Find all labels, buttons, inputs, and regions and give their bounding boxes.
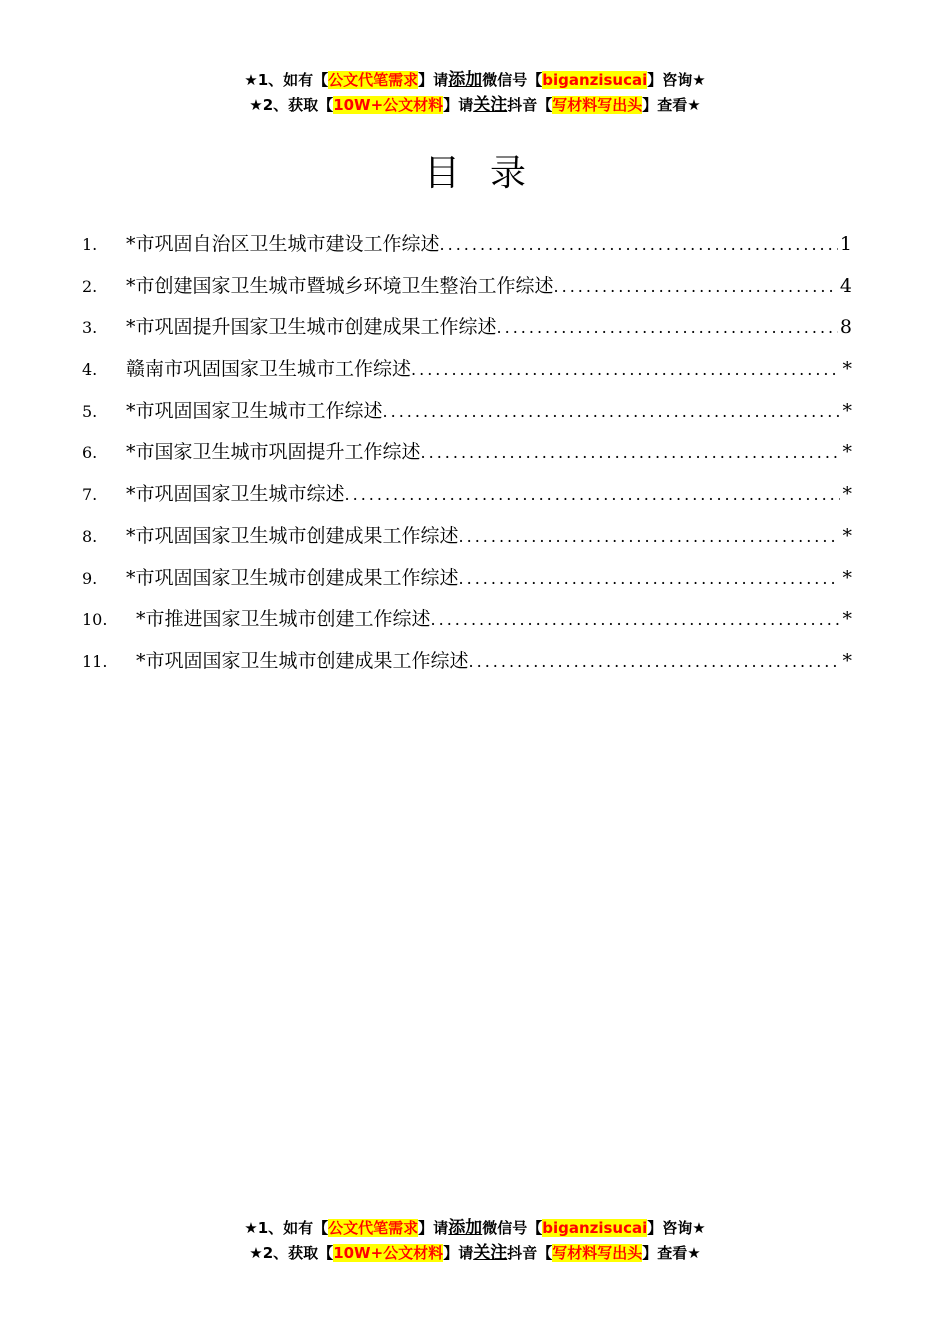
highlight-wechat-id: biganzisucai <box>542 71 648 89</box>
toc-entry-number: 2. <box>82 276 98 296</box>
toc-entry-page: 4 <box>839 274 852 297</box>
toc-entry-number: 8. <box>82 526 98 546</box>
toc-entry-number: 7. <box>82 485 98 505</box>
toc-entry[interactable] <box>82 266 852 308</box>
toc-entry-page: 8 <box>839 316 852 339</box>
toc-entry-number: 11. <box>82 651 108 671</box>
toc-entry[interactable] <box>82 558 852 600</box>
toc-entry-title: *市巩固国家卫生城市创建成果工作综述 <box>126 566 459 589</box>
page-title: 目录 <box>423 153 556 194</box>
toc-entry-page: * <box>842 608 852 631</box>
banner-line-2: ★2、获取【10W+公文材料】请关注抖音【写材料写出头】查看★ <box>249 1243 701 1263</box>
toc-dot-leader <box>345 474 840 516</box>
header-banner <box>0 68 950 118</box>
toc-dot-leader <box>431 599 840 641</box>
table-of-contents <box>82 224 852 683</box>
toc-entry-title: *市推进国家卫生城市创建工作综述 <box>136 608 431 631</box>
toc-entry[interactable] <box>82 349 852 391</box>
toc-dot-leader <box>459 516 840 558</box>
toc-entry-page: * <box>842 524 852 547</box>
toc-entry-number: 3. <box>82 318 98 338</box>
toc-dot-leader <box>421 432 840 474</box>
toc-entry[interactable] <box>82 599 852 641</box>
highlight-materials: 10W+公文材料 <box>333 1244 444 1262</box>
toc-entry-title: *市巩固国家卫生城市工作综述 <box>126 399 383 422</box>
footer-banner <box>0 1216 950 1266</box>
toc-entry-page: 1 <box>839 233 852 255</box>
toc-dot-leader <box>497 307 838 349</box>
toc-entry-title: 赣南市巩固国家卫生城市工作综述 <box>126 358 412 381</box>
highlight-wechat-id: biganzisucai <box>542 1219 648 1237</box>
toc-dot-leader <box>440 224 838 266</box>
toc-entry-page: * <box>842 441 852 464</box>
toc-entry-number: 5. <box>82 401 98 421</box>
toc-dot-leader <box>469 641 840 683</box>
toc-entry[interactable] <box>82 641 852 683</box>
toc-entry-number: 10. <box>82 610 108 630</box>
toc-entry[interactable] <box>82 516 852 558</box>
toc-entry-title: *市国家卫生城市巩固提升工作综述 <box>126 441 421 464</box>
toc-entry-title: *市巩固自治区卫生城市建设工作综述 <box>126 233 440 255</box>
toc-entry-page: * <box>842 399 852 422</box>
toc-entry-number: 1. <box>82 235 98 254</box>
toc-entry-number: 9. <box>82 568 98 588</box>
toc-entry-page: * <box>842 358 852 381</box>
banner-line-1: ★1、如有【公文代笔需求】请添加微信号【biganzisucai】咨询★ <box>244 70 706 90</box>
toc-dot-leader <box>459 558 840 600</box>
highlight-materials: 10W+公文材料 <box>333 96 444 114</box>
toc-entry[interactable] <box>82 432 852 474</box>
toc-entry-number: 6. <box>82 443 98 463</box>
highlight-ghostwriting: 公文代笔需求 <box>328 1219 419 1237</box>
toc-entry-number: 4. <box>82 360 98 380</box>
toc-entry-page: * <box>842 649 852 672</box>
toc-entry[interactable] <box>82 391 852 433</box>
toc-entry-title: *市巩固提升国家卫生城市创建成果工作综述 <box>126 316 497 339</box>
toc-entry[interactable] <box>82 474 852 516</box>
banner-line-1: ★1、如有【公文代笔需求】请添加微信号【biganzisucai】咨询★ <box>244 1218 706 1238</box>
toc-entry-page: * <box>842 483 852 506</box>
highlight-douyin: 写材料写出头 <box>552 1244 643 1262</box>
toc-dot-leader <box>554 266 838 308</box>
toc-entry-title: *市巩固国家卫生城市创建成果工作综述 <box>136 649 469 672</box>
banner-line-2: ★2、获取【10W+公文材料】请关注抖音【写材料写出头】查看★ <box>249 95 701 115</box>
toc-entry[interactable] <box>82 224 852 266</box>
toc-entry-title: *市巩固国家卫生城市创建成果工作综述 <box>126 524 459 547</box>
toc-entry-title: *市巩固国家卫生城市综述 <box>126 483 345 506</box>
toc-dot-leader <box>411 349 840 391</box>
toc-entry[interactable] <box>82 307 852 349</box>
highlight-douyin: 写材料写出头 <box>552 96 643 114</box>
toc-entry-page: * <box>842 566 852 589</box>
toc-dot-leader <box>383 391 840 433</box>
highlight-ghostwriting: 公文代笔需求 <box>328 71 419 89</box>
toc-entry-title: *市创建国家卫生城市暨城乡环境卫生整治工作综述 <box>126 274 554 297</box>
